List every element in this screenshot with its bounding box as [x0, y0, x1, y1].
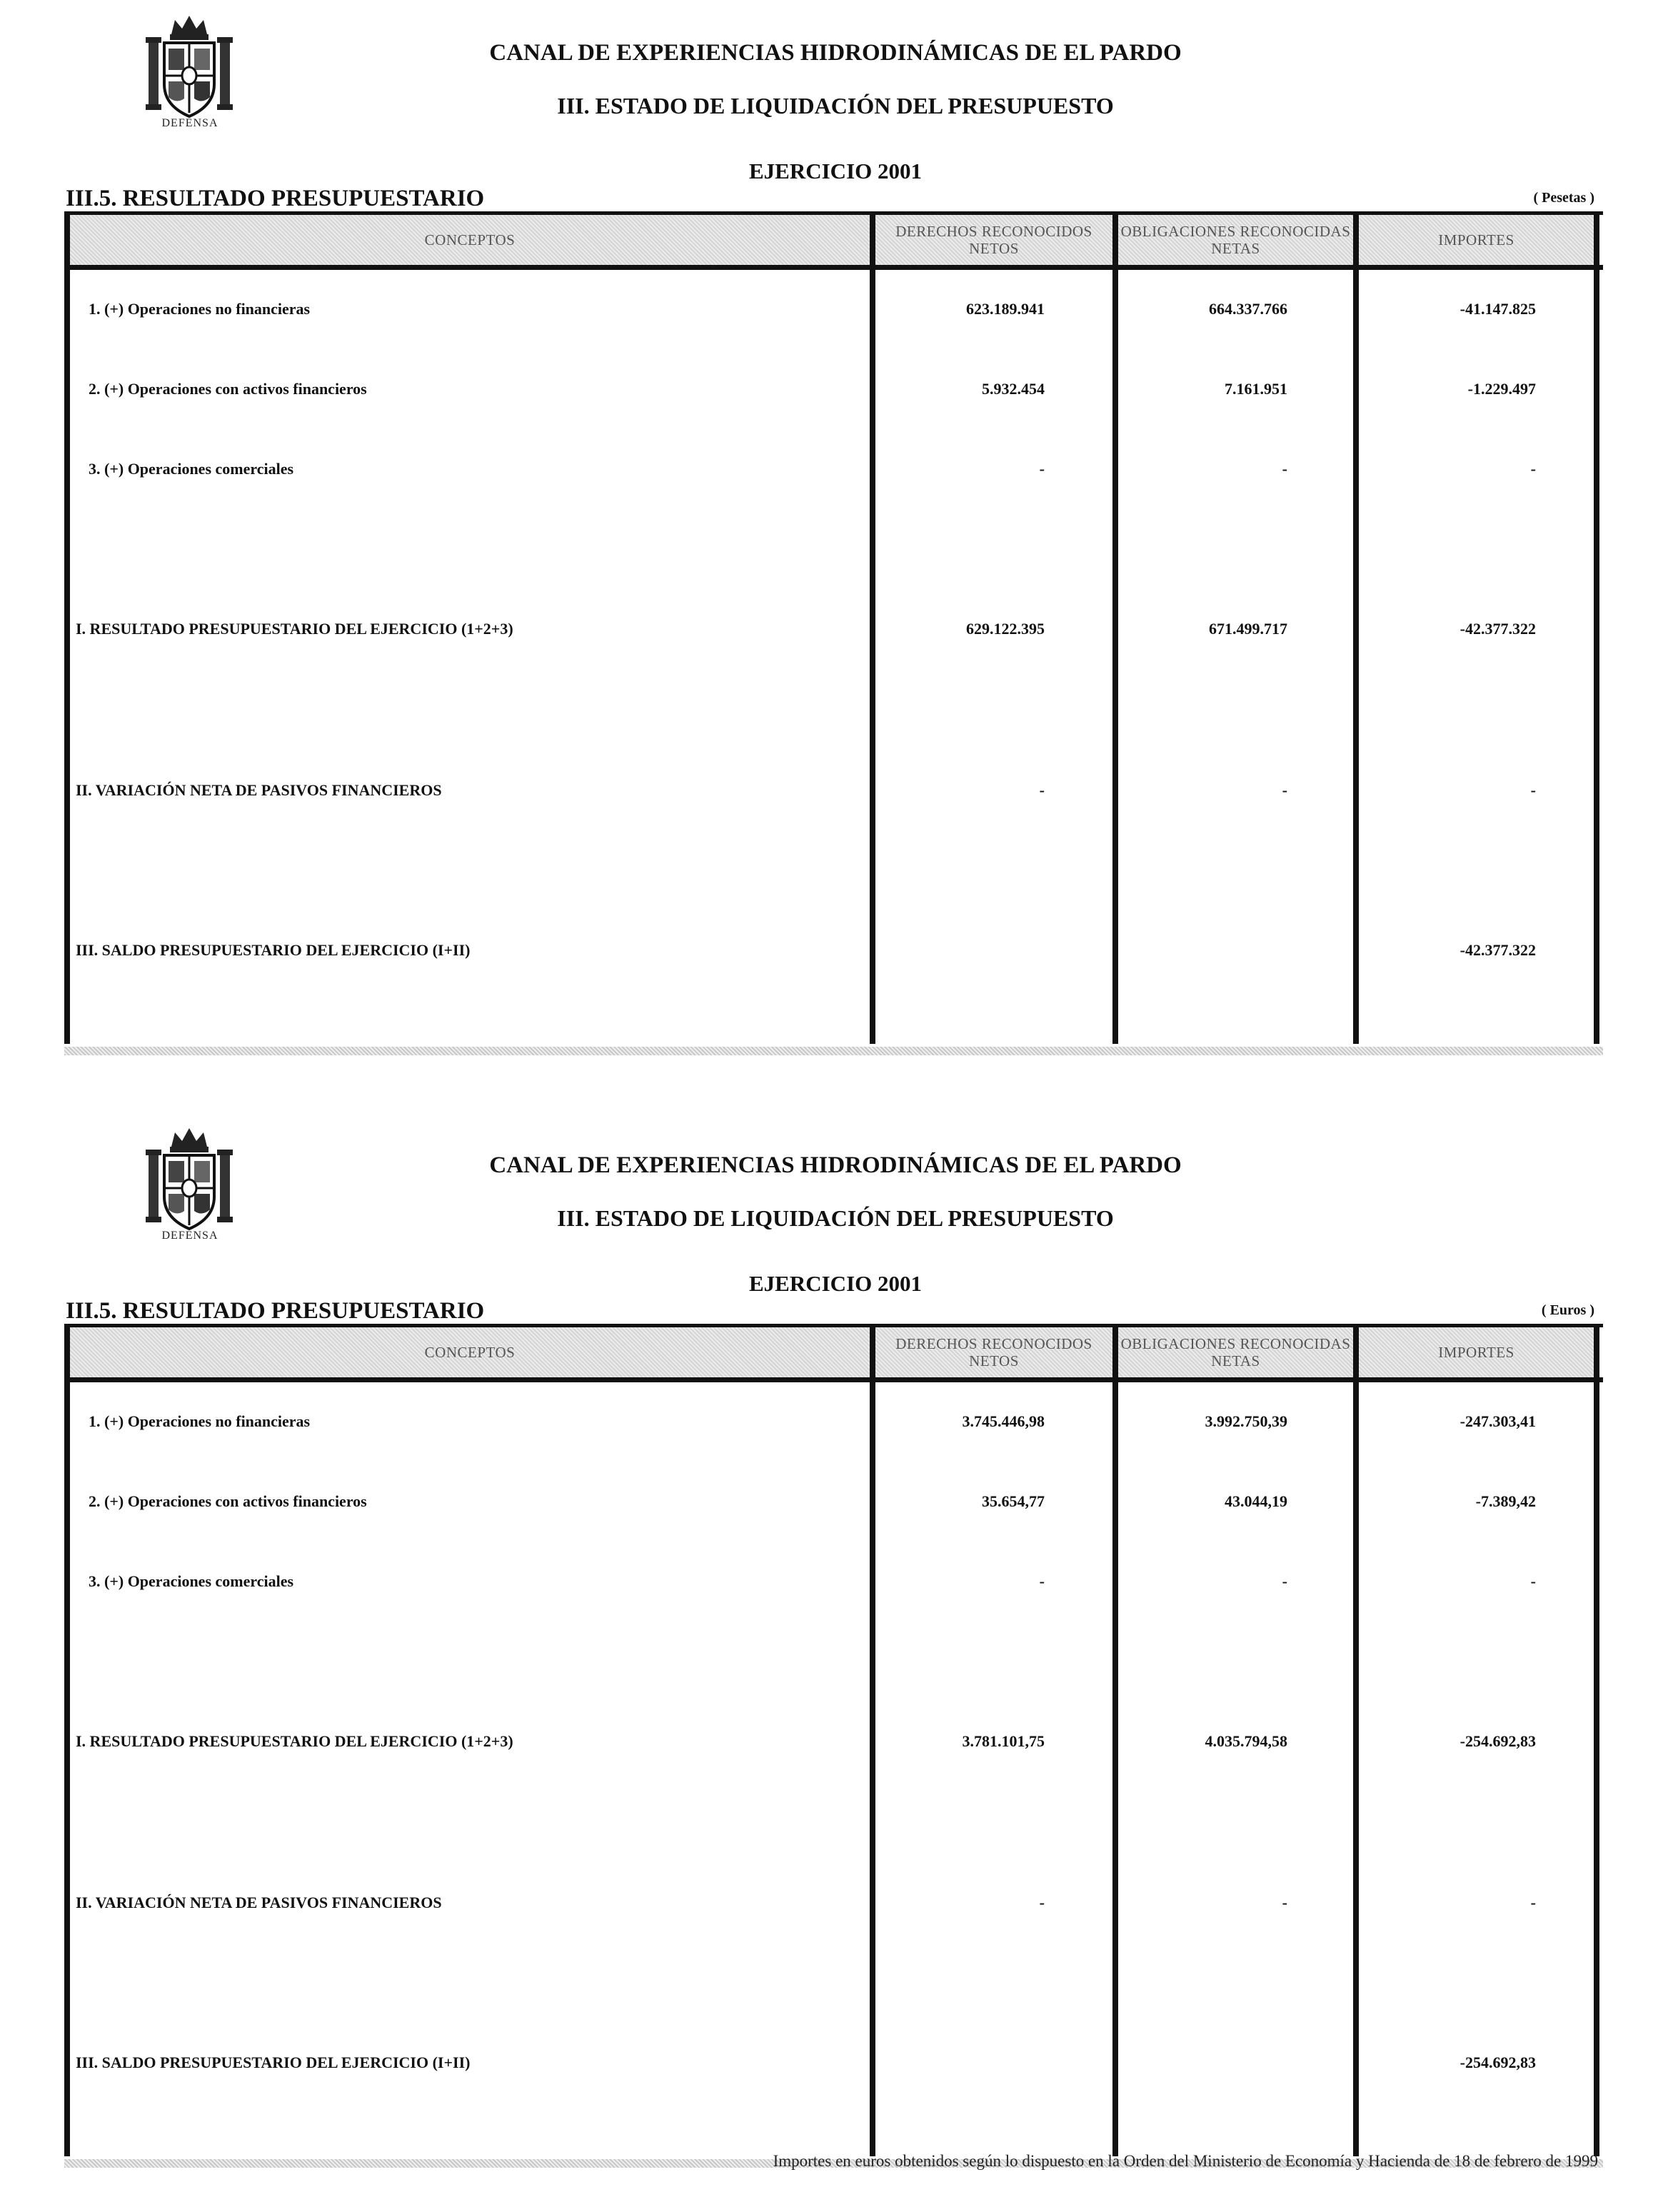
header-obligaciones	[1118, 1331, 1353, 1374]
importes-value: -41.147.825	[1460, 300, 1536, 318]
section-title: III.5. RESULTADO PRESUPUESTARIO	[66, 1298, 485, 1324]
obligaciones-value: 43.044,19	[1225, 1492, 1287, 1510]
derechos-value: -	[1039, 781, 1045, 799]
importes-value: -	[1530, 781, 1536, 799]
header-conceptos-label: CONCEPTOS	[424, 231, 516, 248]
report-subtitle: III. ESTADO DE LIQUIDACIÓN DEL PRESUPUESTO	[557, 93, 1114, 119]
obligaciones-value: -	[1282, 781, 1287, 799]
importes-value: -7.389,42	[1475, 1492, 1536, 1510]
row-label: 1. (+) Operaciones no financieras	[89, 1412, 311, 1430]
importes-value: -	[1530, 460, 1536, 478]
importes-value: -254.692,83	[1460, 1732, 1536, 1750]
table-row	[64, 1889, 1603, 1915]
table-row	[64, 376, 1603, 401]
report-subtitle: III. ESTADO DE LIQUIDACIÓN DEL PRESUPUESTO	[557, 1205, 1114, 1231]
derechos-value: 3.781.101,75	[962, 1732, 1045, 1750]
obligaciones-value: -	[1282, 460, 1287, 478]
row-label: 3. (+) Operaciones comerciales	[89, 1572, 294, 1590]
table-row	[64, 296, 1603, 321]
obligaciones-value: -	[1282, 1894, 1287, 1911]
budget-result-table-pesetas	[64, 211, 1603, 1045]
importes-value: -247.303,41	[1460, 1412, 1536, 1430]
footnote: Importes en euros obtenidos según lo dispuesto en la Orden del Ministerio de Economía y Hacienda de 18 de febrero de 1999	[773, 2152, 1598, 2170]
header-conceptos	[70, 1331, 870, 1374]
row-label: I. RESULTADO PRESUPUESTARIO DEL EJERCICIO (1+2+3)	[76, 1732, 513, 1750]
currency-unit: ( Euros )	[1541, 1302, 1594, 1318]
budget-result-table-euros	[64, 1324, 1603, 2158]
header-obligaciones-line2: NETAS	[1211, 1352, 1260, 1369]
header-derechos-line2: NETOS	[969, 1352, 1019, 1369]
fiscal-year: EJERCICIO 2001	[748, 159, 922, 184]
emblem-label: DEFENSA	[161, 1230, 218, 1242]
table-row	[64, 777, 1603, 803]
organization-title: CANAL DE EXPERIENCIAS HIDRODINÁMICAS DE EL PARDO	[489, 1152, 1182, 1178]
derechos-value: 623.189.941	[966, 300, 1045, 318]
derechos-value: 35.654,77	[982, 1492, 1045, 1510]
header-obligaciones-line2: NETAS	[1211, 240, 1260, 257]
header-importes	[1359, 218, 1594, 261]
header-importes-label: IMPORTES	[1438, 1344, 1514, 1361]
table-header-rule	[64, 1377, 1603, 1382]
row-label: 3. (+) Operaciones comerciales	[89, 460, 294, 478]
report-section-pesetas	[0, 0, 1673, 1100]
derechos-value: 629.122.395	[966, 620, 1045, 638]
derechos-value: 3.745.446,98	[962, 1412, 1045, 1430]
importes-value: -42.377.322	[1460, 620, 1536, 638]
obligaciones-value: 7.161.951	[1225, 380, 1287, 398]
header-derechos-line2: NETOS	[969, 240, 1019, 257]
obligaciones-value: 664.337.766	[1209, 300, 1287, 318]
importes-value: -254.692,83	[1460, 2053, 1536, 2071]
header-derechos-line1: DERECHOS RECONOCIDOS	[895, 1335, 1092, 1352]
row-label: II. VARIACIÓN NETA DE PASIVOS FINANCIEROS	[76, 781, 442, 799]
header-derechos	[875, 218, 1112, 261]
row-label: 2. (+) Operaciones con activos financieros	[89, 380, 367, 398]
row-label: 1. (+) Operaciones no financieras	[89, 300, 311, 318]
section-title: III.5. RESULTADO PRESUPUESTARIO	[66, 186, 485, 211]
obligaciones-value: -	[1282, 1572, 1287, 1590]
header-obligaciones	[1118, 218, 1353, 261]
table-row	[64, 1408, 1603, 1434]
table-row	[64, 1568, 1603, 1594]
table-row	[64, 615, 1603, 641]
table-bottom-border	[64, 1047, 1603, 1055]
header-conceptos-label: CONCEPTOS	[424, 1344, 516, 1361]
header-importes	[1359, 1331, 1594, 1374]
header-obligaciones-line1: OBLIGACIONES RECONOCIDAS	[1120, 223, 1351, 240]
currency-unit: ( Pesetas )	[1533, 190, 1594, 206]
importes-value: -42.377.322	[1460, 941, 1536, 959]
derechos-value: -	[1039, 460, 1045, 478]
row-label: II. VARIACIÓN NETA DE PASIVOS FINANCIEROS	[76, 1894, 442, 1911]
fiscal-year: EJERCICIO 2001	[748, 1271, 922, 1296]
report-section-euros	[0, 1112, 1673, 2212]
derechos-value: -	[1039, 1572, 1045, 1590]
row-label: I. RESULTADO PRESUPUESTARIO DEL EJERCICIO (1+2+3)	[76, 620, 513, 638]
header-obligaciones-line1: OBLIGACIONES RECONOCIDAS	[1120, 1335, 1351, 1352]
table-row	[64, 937, 1603, 962]
header-derechos	[875, 1331, 1112, 1374]
emblem-label: DEFENSA	[161, 117, 218, 129]
table-row	[64, 456, 1603, 481]
table-row	[64, 1488, 1603, 1514]
header-derechos-line1: DERECHOS RECONOCIDOS	[895, 223, 1092, 240]
header-importes-label: IMPORTES	[1438, 231, 1514, 248]
importes-value: -	[1530, 1572, 1536, 1590]
table-row	[64, 2049, 1603, 2075]
derechos-value: -	[1039, 1894, 1045, 1911]
coat-of-arms-icon	[143, 1125, 236, 1240]
row-label: III. SALDO PRESUPUESTARIO DEL EJERCICIO (I+II)	[76, 2053, 471, 2071]
row-label: III. SALDO PRESUPUESTARIO DEL EJERCICIO (I+II)	[76, 941, 471, 959]
table-row	[64, 1728, 1603, 1754]
importes-value: -	[1530, 1894, 1536, 1911]
header-conceptos	[70, 218, 870, 261]
importes-value: -1.229.497	[1467, 380, 1536, 398]
obligaciones-value: 671.499.717	[1209, 620, 1287, 638]
coat-of-arms-icon	[143, 13, 236, 127]
table-header-rule	[64, 265, 1603, 270]
row-label: 2. (+) Operaciones con activos financieros	[89, 1492, 367, 1510]
obligaciones-value: 4.035.794,58	[1205, 1732, 1287, 1750]
organization-title: CANAL DE EXPERIENCIAS HIDRODINÁMICAS DE EL PARDO	[489, 40, 1182, 66]
obligaciones-value: 3.992.750,39	[1205, 1412, 1287, 1430]
derechos-value: 5.932.454	[982, 380, 1045, 398]
